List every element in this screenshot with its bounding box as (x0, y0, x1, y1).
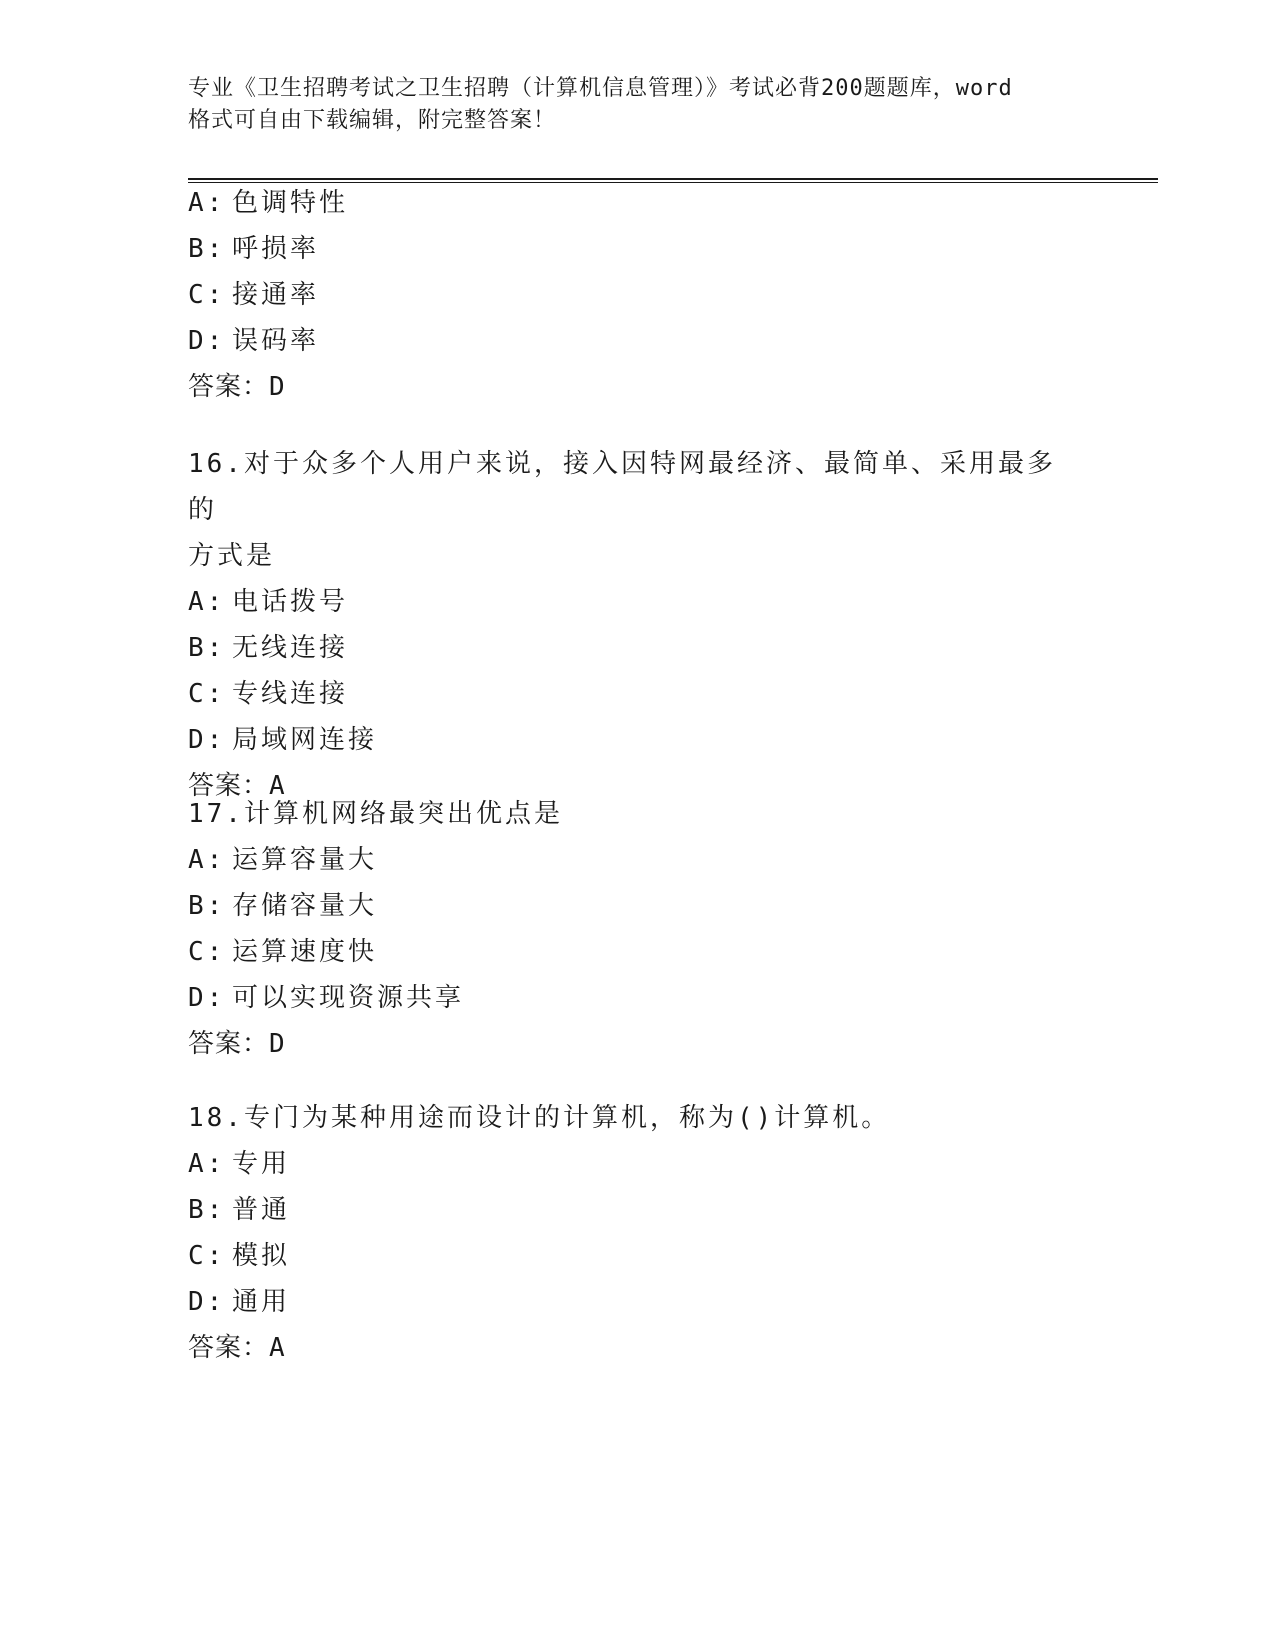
option-text: 色调特性 (232, 188, 349, 218)
option-text: 局域网连接 (232, 725, 378, 755)
partial-question (188, 180, 1088, 410)
question-18 (188, 1095, 1088, 1371)
option-letter: A: (188, 845, 226, 875)
option-d (188, 1279, 1088, 1325)
question-stem-line-1: 18.专门为某种用途而设计的计算机，称为()计算机。 (188, 1103, 891, 1133)
question-stem-line-1: 16.对于众多个人用户来说，接入因特网最经济、最简单、采用最多的 (188, 449, 1056, 525)
document-header (188, 73, 1088, 137)
option-d (188, 975, 1088, 1021)
answer-value: A (269, 771, 286, 801)
option-letter: C: (188, 1241, 226, 1271)
answer-value: D (269, 372, 286, 402)
answer-value: D (269, 1029, 286, 1059)
header-line-1: 专业《卫生招聘考试之卫生招聘（计算机信息管理）》考试必背200题题库，word (188, 76, 1013, 101)
question-stem (188, 441, 1068, 579)
option-letter: C: (188, 937, 226, 967)
option-b (188, 226, 1088, 272)
question-stem-line-1: 17.计算机网络最突出优点是 (188, 799, 563, 829)
option-text: 模拟 (232, 1241, 291, 1271)
option-letter: B: (188, 234, 226, 264)
option-a (188, 579, 1088, 625)
option-letter: D: (188, 1287, 226, 1317)
option-text: 存储容量大 (232, 891, 378, 921)
option-text: 接通率 (232, 280, 320, 310)
option-text: 可以实现资源共享 (232, 983, 465, 1013)
option-letter: C: (188, 679, 226, 709)
answer-value: A (269, 1333, 286, 1363)
option-text: 运算容量大 (232, 845, 378, 875)
answer-label: 答案： (188, 771, 270, 801)
answer-label: 答案： (188, 1029, 270, 1059)
option-a (188, 1141, 1088, 1187)
question-stem (188, 1095, 1068, 1141)
answer-line (188, 1021, 1088, 1067)
option-text: 运算速度快 (232, 937, 378, 967)
option-text: 专线连接 (232, 679, 349, 709)
option-letter: B: (188, 891, 226, 921)
option-letter: A: (188, 587, 226, 617)
header-line-2: 格式可自由下载编辑，附完整答案！ (188, 108, 557, 133)
answer-label: 答案： (188, 1333, 270, 1363)
option-text: 电话拨号 (232, 587, 349, 617)
option-letter: A: (188, 1149, 226, 1179)
option-c (188, 671, 1088, 717)
option-letter: C: (188, 280, 226, 310)
option-letter: D: (188, 725, 226, 755)
option-letter: B: (188, 1195, 226, 1225)
option-d (188, 717, 1088, 763)
option-b (188, 883, 1088, 929)
option-letter: D: (188, 983, 226, 1013)
option-text: 专用 (232, 1149, 291, 1179)
question-17 (188, 791, 1088, 1067)
option-letter: A: (188, 188, 226, 218)
option-text: 呼损率 (232, 234, 320, 264)
option-text: 误码率 (232, 326, 320, 356)
answer-line (188, 364, 1088, 410)
option-b (188, 1187, 1088, 1233)
option-text: 普通 (232, 1195, 291, 1225)
option-a (188, 180, 1088, 226)
option-text: 无线连接 (232, 633, 349, 663)
document-page (188, 0, 1158, 1650)
option-a (188, 837, 1088, 883)
option-text: 通用 (232, 1287, 291, 1317)
question-stem (188, 791, 1068, 837)
option-letter: B: (188, 633, 226, 663)
option-c (188, 272, 1088, 318)
answer-line (188, 1325, 1088, 1371)
question-16 (188, 441, 1088, 809)
answer-label: 答案： (188, 372, 270, 402)
option-b (188, 625, 1088, 671)
option-c (188, 1233, 1088, 1279)
option-c (188, 929, 1088, 975)
option-letter: D: (188, 326, 226, 356)
option-d (188, 318, 1088, 364)
question-stem-line-2: 方式是 (188, 541, 276, 571)
